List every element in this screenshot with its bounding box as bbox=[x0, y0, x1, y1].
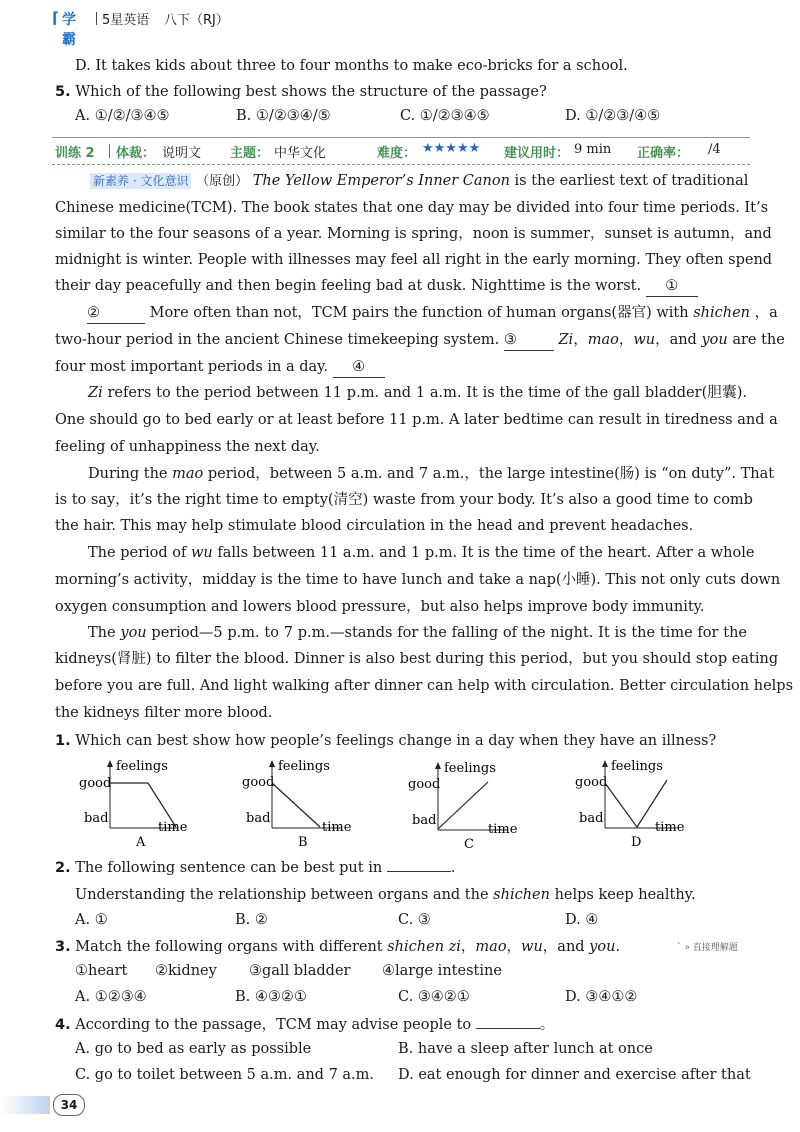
term-you: you bbox=[701, 332, 728, 348]
theme-label: 主题： bbox=[230, 146, 270, 161]
passage-text: refers to the period between 11 p.m. and 1 a.m. It is the time of the gall bladder(胆囊). bbox=[107, 385, 748, 401]
passage-line-12 bbox=[88, 464, 775, 484]
passage-text: ，and bbox=[655, 332, 697, 348]
genre-value: 说明文 bbox=[162, 146, 202, 161]
q3-option-d[interactable]: D. ③④①② bbox=[565, 989, 638, 1005]
bad-label: bad bbox=[84, 811, 109, 826]
passage-text: are the bbox=[732, 332, 785, 348]
q2-stem bbox=[55, 858, 455, 878]
term-shichen: shichen bbox=[493, 887, 550, 903]
answer-blank[interactable] bbox=[476, 1028, 540, 1029]
question-number: 2. bbox=[55, 860, 71, 876]
graph-c-svg bbox=[408, 758, 528, 853]
question-text: Match the following organs with different bbox=[75, 939, 383, 955]
time-value: 9 min bbox=[574, 142, 612, 157]
passage-line-4: midnight is winter. People with illnesses may feel all right in the early morning. They often spend bbox=[55, 252, 773, 268]
term-mao: mao bbox=[587, 332, 619, 348]
answer-blank[interactable] bbox=[387, 871, 451, 872]
question-number: 4. bbox=[55, 1017, 71, 1033]
q2-option-c[interactable]: C. ③ bbox=[398, 912, 431, 928]
passage-line-18 bbox=[88, 623, 747, 643]
literacy-tag: 新素养 · 文化意识 bbox=[90, 173, 191, 189]
term-shichen: shichen bbox=[693, 305, 750, 321]
passage-line-20: before you are full. And light walking after dinner can help with circulation. Better circulation helps bbox=[55, 678, 794, 694]
graph-a-svg bbox=[78, 756, 198, 851]
passage-line-8 bbox=[55, 357, 385, 378]
bad-label: bad bbox=[579, 811, 604, 826]
passage-line-17: oxygen consumption and lowers blood pressure，but also helps improve body immunity. bbox=[55, 599, 705, 615]
q3-option-b[interactable]: B. ④③②① bbox=[235, 989, 307, 1005]
q4-option-c[interactable]: C. go to toilet between 5 a.m. and 7 a.m. bbox=[75, 1067, 375, 1083]
difficulty-stars: ★★★★★ bbox=[422, 141, 481, 156]
term-mao: mao bbox=[172, 466, 204, 482]
passage-text: period—5 p.m. to 7 p.m.—stands for the falling of the night. It is the time for the bbox=[151, 625, 747, 641]
term-wu: wu bbox=[190, 545, 213, 561]
q2-option-d[interactable]: D. ④ bbox=[565, 912, 599, 928]
q3-organ-4: ④large intestine bbox=[382, 963, 502, 979]
prev-q5 bbox=[55, 82, 547, 102]
passage-line-5 bbox=[55, 276, 698, 297]
term-mao: mao bbox=[475, 939, 507, 955]
term-zi: Zi bbox=[88, 385, 103, 401]
axis-y-label: feelings bbox=[444, 761, 496, 776]
difficulty-label: 难度： bbox=[377, 146, 417, 161]
brand-logo-icon: ⌈ bbox=[52, 9, 59, 27]
feeling-line bbox=[272, 783, 320, 827]
good-label: good bbox=[575, 775, 608, 790]
passage-text: four most important periods in a day. bbox=[55, 359, 329, 375]
time-label: 建议用时： bbox=[504, 146, 570, 161]
passage-line-19: kidneys(肾脏) to filter the blood. Dinner is also best during this period，but you should stop eating bbox=[55, 651, 779, 667]
passage-line-10: One should go to bed early or at least before 11 p.m. A later bedtime can result in tiredness and a bbox=[55, 412, 778, 428]
q2-option-a[interactable]: A. ① bbox=[75, 912, 108, 928]
q2-sentence bbox=[75, 885, 696, 905]
feeling-line bbox=[438, 782, 488, 829]
question-text: Which can best show how people’s feelings change in a day when they have an illness? bbox=[75, 733, 717, 749]
good-label: good bbox=[242, 775, 275, 790]
passage-text: ，a bbox=[754, 305, 778, 321]
term-wu: wu bbox=[633, 332, 656, 348]
q4-option-a[interactable]: A. go to bed as early as possible bbox=[75, 1041, 312, 1057]
q2-option-b[interactable]: B. ② bbox=[235, 912, 268, 928]
passage-text: is the earliest text of traditional bbox=[514, 173, 749, 189]
passage-line-6 bbox=[55, 303, 778, 324]
passage-line-11: feeling of unhappiness the next day. bbox=[55, 439, 320, 455]
origin-note: （原创） bbox=[196, 174, 249, 189]
good-label: good bbox=[79, 776, 112, 791]
page-number: 34 bbox=[53, 1094, 85, 1116]
q4-option-b[interactable]: B. have a sleep after lunch at once bbox=[398, 1041, 653, 1057]
term-wu: wu bbox=[521, 939, 543, 955]
question-text: Which of the following best shows the structure of the passage? bbox=[75, 84, 547, 100]
term-shichen-zi: shichen zi bbox=[387, 939, 461, 955]
prev-q5-option-c[interactable]: C. ①/②③④⑤ bbox=[400, 108, 490, 124]
axis-x-label: time bbox=[488, 822, 518, 837]
axis-x-label: time bbox=[655, 820, 685, 835]
q3-side-note bbox=[677, 940, 738, 953]
q3-option-c[interactable]: C. ③④②① bbox=[398, 989, 470, 1005]
passage-text: The bbox=[88, 625, 116, 641]
sentence-text: Understanding the relationship between organs and the bbox=[75, 887, 489, 903]
passage-text: The period of bbox=[88, 545, 187, 561]
question-number: 1. bbox=[55, 733, 71, 749]
blank-3[interactable]: ③ bbox=[504, 330, 554, 351]
accuracy-label: 正确率： bbox=[637, 146, 690, 161]
punctuation: 。 bbox=[539, 1017, 555, 1033]
passage-line-21: the kidneys filter more blood. bbox=[55, 705, 273, 721]
training-label: 训练 2 bbox=[55, 146, 95, 161]
q3-option-a[interactable]: A. ①②③④ bbox=[75, 989, 147, 1005]
series-title: 5星英语 bbox=[102, 13, 150, 28]
punctuation: . bbox=[615, 939, 621, 955]
passage-text: period，between 5 a.m. and 7 a.m.，the large intestine(肠) is “on duty”. That bbox=[207, 466, 775, 482]
graph-a[interactable] bbox=[78, 756, 198, 851]
passage-line-3: similar to the four seasons of a year. Morning is spring，noon is summer，sunset is autumn，and bbox=[55, 226, 772, 242]
theme-value: 中华文化 bbox=[274, 146, 327, 161]
axis-y-label: feelings bbox=[116, 759, 168, 774]
banner-divider bbox=[109, 144, 110, 158]
q3-organ-2: ②kidney bbox=[155, 963, 217, 979]
brand-name: 学霸 bbox=[62, 12, 76, 48]
term-zi: Zi bbox=[558, 332, 574, 348]
y-axis-arrow bbox=[435, 762, 441, 769]
question-text: The following sentence can be best put in bbox=[75, 860, 383, 876]
training-banner bbox=[52, 137, 750, 165]
prev-option-d: D. It takes kids about three to four months to make eco-bricks for a school. bbox=[75, 58, 628, 74]
graph-b[interactable] bbox=[242, 756, 362, 851]
axis-x-label: time bbox=[158, 820, 188, 835]
term-you: you bbox=[120, 625, 147, 641]
q4-stem bbox=[55, 1015, 554, 1035]
graph-b-svg bbox=[242, 756, 362, 851]
book-title: 八下（RJ） bbox=[164, 13, 229, 28]
term-you: you bbox=[589, 939, 616, 955]
prev-q5-option-a[interactable]: A. ①/②/③④⑤ bbox=[75, 108, 170, 124]
q3-organ-1: ①heart bbox=[75, 963, 128, 979]
blank-2[interactable]: ② bbox=[87, 303, 145, 324]
axis-x-label: time bbox=[322, 820, 352, 835]
note-text: 直接理解题 bbox=[692, 943, 738, 953]
prev-q5-option-d[interactable]: D. ①/②③/④⑤ bbox=[565, 108, 661, 124]
axis-y-label: feelings bbox=[611, 759, 663, 774]
passage-text: falls between 11 a.m. and 1 p.m. It is the time of the heart. After a whole bbox=[217, 545, 755, 561]
question-number: 5. bbox=[55, 84, 71, 100]
passage-line-16: morning’s activity，midday is the time to have lunch and take a nap(小睡). This not only cuts down bbox=[55, 572, 781, 588]
passage-text: More often than not，TCM pairs the function of human organs(器官) with bbox=[149, 305, 689, 321]
blank-4[interactable]: ④ bbox=[333, 357, 385, 378]
genre-label: 体裁： bbox=[116, 146, 156, 161]
passage-line-2: Chinese medicine(TCM). The book states that one day may be divided into four time periods. It’s bbox=[55, 200, 769, 216]
good-label: good bbox=[408, 777, 441, 792]
graph-label: B bbox=[298, 835, 308, 850]
y-axis-arrow bbox=[602, 760, 608, 767]
note-dots-icon: ` » bbox=[677, 943, 690, 953]
header-divider bbox=[96, 12, 97, 25]
q3-stem: 3. Match the following organs with different shichen zi，mao，wu，and you. bbox=[55, 939, 621, 955]
axis-y-label: feelings bbox=[278, 759, 330, 774]
graph-label: C bbox=[464, 837, 474, 852]
bad-label: bad bbox=[412, 813, 437, 828]
passage-line-15 bbox=[88, 543, 755, 563]
graph-label: D bbox=[631, 835, 642, 850]
sentence-text: helps keep healthy. bbox=[554, 887, 696, 903]
passage-line-14: the hair. This may help stimulate blood circulation in the head and prevent headaches. bbox=[55, 518, 694, 534]
passage-text: During the bbox=[88, 466, 168, 482]
graph-d[interactable] bbox=[575, 756, 695, 851]
q3-organ-3: ③gall bladder bbox=[249, 963, 351, 979]
passage-line-9 bbox=[88, 383, 747, 403]
question-text: ，and bbox=[542, 939, 585, 955]
q4-option-d[interactable]: D. eat enough for dinner and exercise after that bbox=[398, 1067, 751, 1083]
passage-text: two-hour period in the ancient Chinese timekeeping system. bbox=[55, 332, 500, 348]
book-name: The Yellow Emperor’s Inner Canon bbox=[252, 173, 510, 189]
bad-label: bad bbox=[246, 811, 271, 826]
passage-line-1 bbox=[90, 171, 747, 192]
prev-q5-option-b[interactable]: B. ①/②③④/⑤ bbox=[236, 108, 331, 124]
question-text: According to the passage，TCM may advise people to bbox=[75, 1017, 472, 1033]
graph-d-svg bbox=[575, 756, 695, 851]
passage-line-7: two-hour period in the ancient Chinese timekeeping system. ③ Zi，mao，wu，and you are the bbox=[55, 330, 747, 351]
punctuation: . bbox=[450, 860, 456, 876]
accuracy-value: /4 bbox=[708, 142, 721, 157]
question-number: 3. bbox=[55, 939, 71, 955]
footer-bar bbox=[0, 1096, 50, 1114]
y-axis-arrow bbox=[269, 760, 275, 767]
graph-label: A bbox=[136, 835, 146, 850]
graph-c[interactable] bbox=[408, 758, 528, 853]
passage-line-13: is to say，it’s the right time to empty(清空) waste from your body. It’s also a good time to comb bbox=[55, 492, 753, 508]
passage-text: their day peacefully and then begin feeling bad at dusk. Nighttime is the worst. bbox=[55, 278, 642, 294]
q1-stem bbox=[55, 731, 716, 751]
blank-1[interactable]: ① bbox=[646, 276, 698, 297]
y-axis-arrow bbox=[107, 760, 113, 767]
